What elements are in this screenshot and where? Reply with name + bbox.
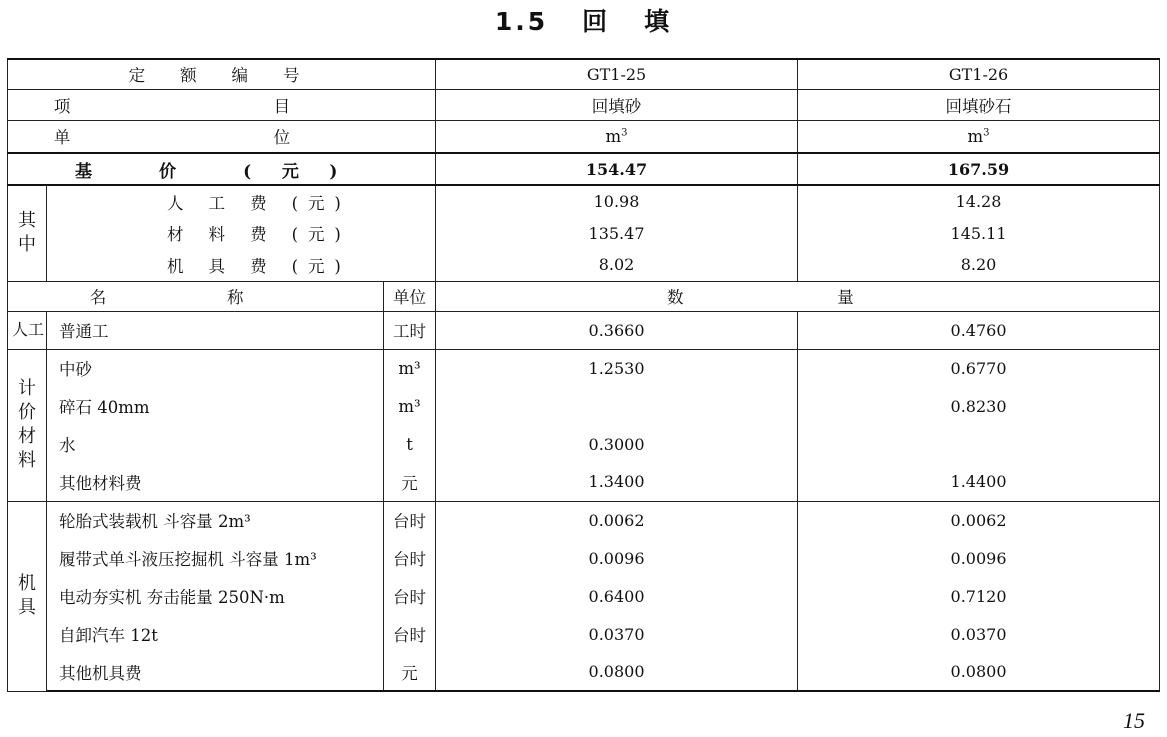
quantity-col1: 1.2530 bbox=[436, 349, 798, 387]
item-col1: 回填砂 bbox=[436, 89, 798, 120]
labor-fee-label: 人 工 费 (元) bbox=[47, 185, 436, 217]
code-label: 定 额 编 号 bbox=[8, 59, 436, 89]
resource-name: 自卸汽车 12t bbox=[47, 615, 384, 653]
title-char-1: 回 bbox=[582, 7, 611, 36]
unit-col1: $m^3$ bbox=[436, 120, 798, 153]
resource-name: 其他材料费 bbox=[47, 463, 384, 501]
page-number: 15 bbox=[1123, 708, 1145, 733]
name-label: 名 称 bbox=[8, 281, 384, 311]
quantity-col1 bbox=[436, 387, 798, 425]
table-row bbox=[8, 349, 1160, 387]
row-labor-fee bbox=[8, 185, 1160, 217]
quantity-col1: 0.0096 bbox=[436, 539, 798, 577]
quantity-col2: 0.0062 bbox=[798, 501, 1160, 539]
labor-fee-col2: 14.28 bbox=[798, 185, 1160, 217]
row-unit bbox=[8, 120, 1160, 153]
quantity-col2: 0.6770 bbox=[798, 349, 1160, 387]
table-row bbox=[8, 539, 1160, 577]
resource-name: 其他机具费 bbox=[47, 653, 384, 691]
row-material-fee bbox=[8, 217, 1160, 249]
resource-groups bbox=[8, 311, 1160, 691]
resource-name: 电动夯实机 夯击能量 250N·m bbox=[47, 577, 384, 615]
quantity-col1: 1.3400 bbox=[436, 463, 798, 501]
section-number: 1.5 bbox=[494, 7, 549, 36]
base-price-col2: 167.59 bbox=[798, 153, 1160, 185]
quantity-label: 数 量 bbox=[436, 281, 1160, 311]
resource-unit: 台时 bbox=[384, 501, 436, 539]
group-label: 计 价 材 料 bbox=[8, 349, 47, 501]
resource-unit: t bbox=[384, 425, 436, 463]
table-row bbox=[8, 463, 1160, 501]
resource-unit: m³ bbox=[384, 387, 436, 425]
resource-unit: 台时 bbox=[384, 615, 436, 653]
resource-unit: 台时 bbox=[384, 577, 436, 615]
table-row bbox=[8, 387, 1160, 425]
resource-name: 碎石 40mm bbox=[47, 387, 384, 425]
quantity-col2: 0.4760 bbox=[798, 311, 1160, 349]
code-col2: GT1-26 bbox=[798, 59, 1160, 89]
unit-label: 单 位 bbox=[8, 120, 436, 153]
resource-name: 中砂 bbox=[47, 349, 384, 387]
code-col1: GT1-25 bbox=[436, 59, 798, 89]
resource-unit: 元 bbox=[384, 463, 436, 501]
table-row bbox=[8, 577, 1160, 615]
quantity-col1: 0.0370 bbox=[436, 615, 798, 653]
base-price-col1: 154.47 bbox=[436, 153, 798, 185]
row-code bbox=[8, 59, 1160, 89]
breakdown-label: 其 中 bbox=[8, 185, 47, 281]
table-row bbox=[8, 425, 1160, 463]
quantity-col2: 0.8230 bbox=[798, 387, 1160, 425]
quantity-col1: 0.3660 bbox=[436, 311, 798, 349]
resource-name: 轮胎式装载机 斗容量 2m³ bbox=[47, 501, 384, 539]
quantity-col2: 1.4400 bbox=[798, 463, 1160, 501]
row-item bbox=[8, 89, 1160, 120]
table-row bbox=[8, 653, 1160, 691]
quantity-col1: 0.3000 bbox=[436, 425, 798, 463]
resource-name: 普通工 bbox=[47, 311, 384, 349]
resource-name: 履带式单斗液压挖掘机 斗容量 1m³ bbox=[47, 539, 384, 577]
quantity-col2: 0.0370 bbox=[798, 615, 1160, 653]
quota-table bbox=[7, 58, 1160, 692]
row-machine-fee bbox=[8, 249, 1160, 281]
resource-unit: 台时 bbox=[384, 539, 436, 577]
quantity-col2: 0.7120 bbox=[798, 577, 1160, 615]
resource-unit: 工时 bbox=[384, 311, 436, 349]
resource-unit: 元 bbox=[384, 653, 436, 691]
resource-name: 水 bbox=[47, 425, 384, 463]
row-base-price bbox=[8, 153, 1160, 185]
group-label: 人工 bbox=[8, 311, 47, 349]
machine-fee-label: 机 具 费 (元) bbox=[47, 249, 436, 281]
base-price-label: 基 价 (元) bbox=[8, 153, 436, 185]
row-name-header bbox=[8, 281, 1160, 311]
labor-fee-col1: 10.98 bbox=[436, 185, 798, 217]
table-row bbox=[8, 615, 1160, 653]
table-row bbox=[8, 311, 1160, 349]
quantity-col2 bbox=[798, 425, 1160, 463]
machine-fee-col1: 8.02 bbox=[436, 249, 798, 281]
quantity-col1: 0.0800 bbox=[436, 653, 798, 691]
item-label: 项 目 bbox=[8, 89, 436, 120]
material-fee-col1: 135.47 bbox=[436, 217, 798, 249]
material-fee-col2: 145.11 bbox=[798, 217, 1160, 249]
quantity-col1: 0.6400 bbox=[436, 577, 798, 615]
material-fee-label: 材 料 费 (元) bbox=[47, 217, 436, 249]
title-char-2: 填 bbox=[644, 7, 673, 36]
resource-unit: m³ bbox=[384, 349, 436, 387]
unit-col-label: 单位 bbox=[384, 281, 436, 311]
group-label: 机 具 bbox=[8, 501, 47, 691]
quantity-col2: 0.0096 bbox=[798, 539, 1160, 577]
machine-fee-col2: 8.20 bbox=[798, 249, 1160, 281]
item-col2: 回填砂石 bbox=[798, 89, 1160, 120]
unit-col2: $m^3$ bbox=[798, 120, 1160, 153]
quantity-col1: 0.0062 bbox=[436, 501, 798, 539]
table-row bbox=[8, 501, 1160, 539]
page-title bbox=[0, 2, 1167, 38]
quantity-col2: 0.0800 bbox=[798, 653, 1160, 691]
